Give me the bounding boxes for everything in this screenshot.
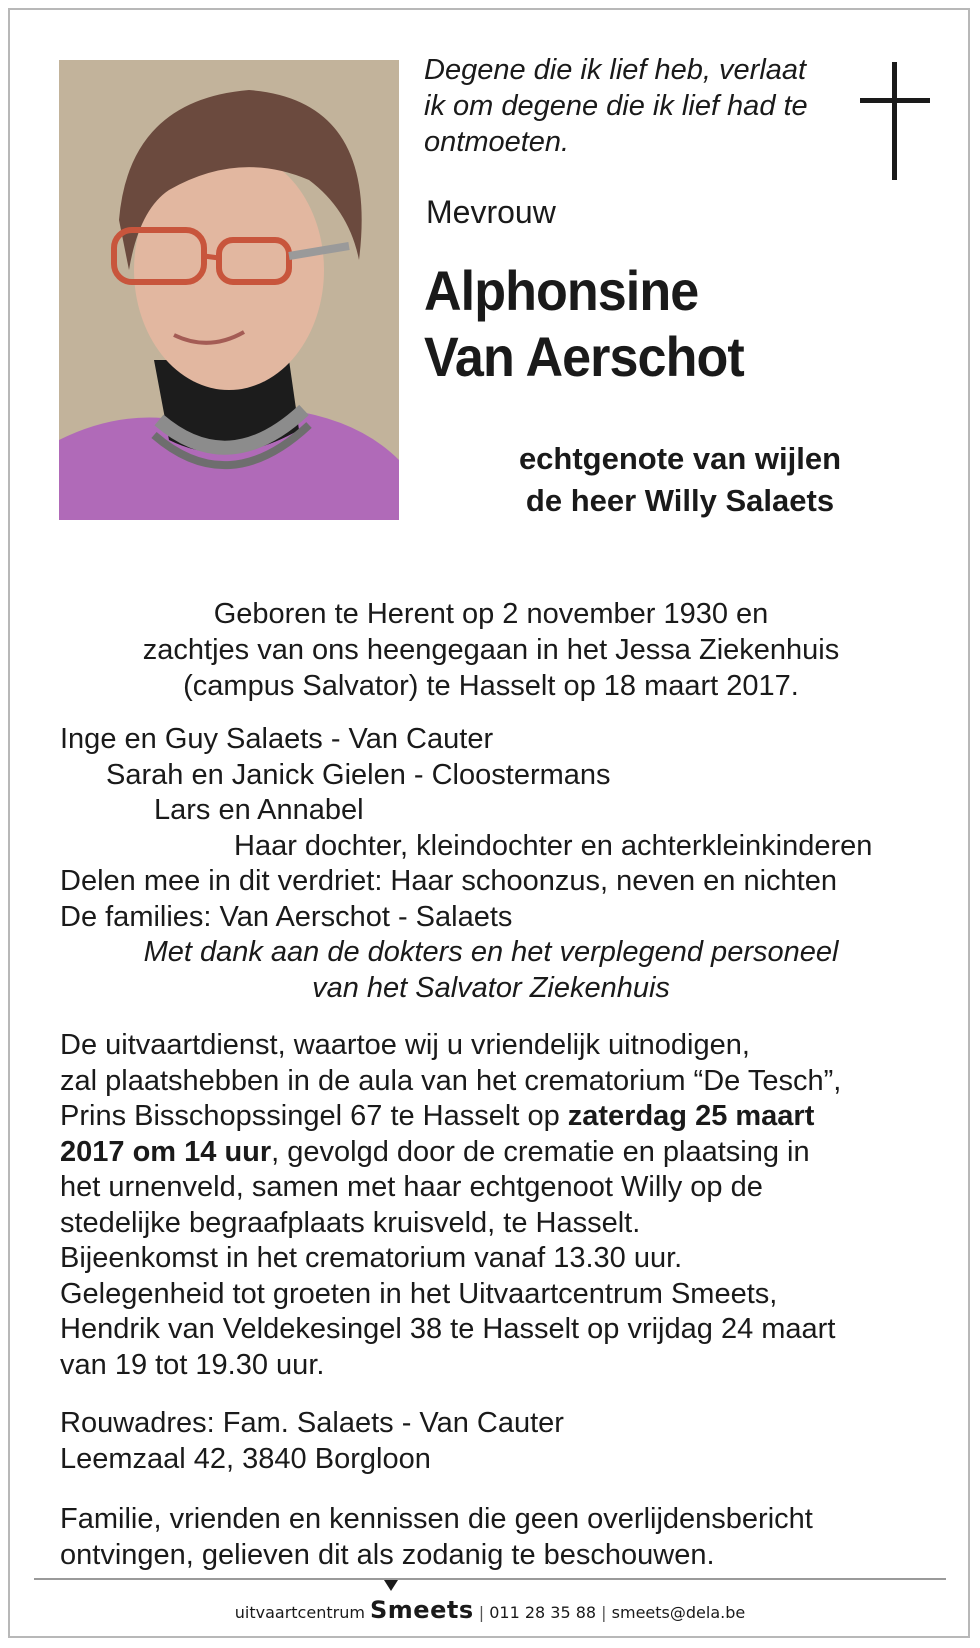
closing-note xyxy=(60,1502,940,1573)
motto-quote xyxy=(424,52,844,160)
mourning-address xyxy=(60,1406,940,1477)
footer-phone: 011 28 35 88 xyxy=(489,1603,597,1622)
family-line: Sarah en Janick Gielen - Cloostermans xyxy=(106,758,611,791)
funeral-home-footer xyxy=(0,1596,980,1624)
first-name: Alphonsine xyxy=(424,259,699,322)
closing-line: Familie, vrienden en kennissen die geen overlijdensbericht xyxy=(60,1503,813,1535)
footer-prefix: uitvaartcentrum xyxy=(234,1603,365,1622)
motto-line: ontmoeten. xyxy=(424,126,570,158)
spouse-line: de heer Willy Salaets xyxy=(525,483,835,518)
cross-icon xyxy=(860,62,930,187)
family-line: Lars en Annabel xyxy=(154,794,364,826)
family-list xyxy=(60,722,940,1006)
service-line xyxy=(60,1135,940,1171)
service-line: van 19 tot 19.30 uur. xyxy=(60,1348,325,1381)
motto-line: ik om degene die ik lief had te xyxy=(424,90,808,122)
service-line xyxy=(60,1099,940,1135)
portrait-photo xyxy=(59,60,399,520)
service-time: 2017 om 14 uur xyxy=(60,1135,272,1168)
birth-death-info xyxy=(60,596,922,704)
birth-line: zachtjes van ons heengegaan in het Jessa Ziekenhuis xyxy=(142,634,840,666)
family-line: De families: Van Aerschot - Salaets xyxy=(60,900,513,933)
last-name: Van Aerschot xyxy=(424,325,744,388)
address-line: Rouwadres: Fam. Salaets - Van Cauter xyxy=(60,1407,564,1439)
service-text: Prins Bisschopssingel 67 te Hasselt op xyxy=(60,1100,568,1132)
service-line: De uitvaartdienst, waartoe wij u vriendelijk uitnodigen, xyxy=(60,1029,750,1061)
footer-separator: | xyxy=(478,1603,485,1622)
triangle-down-icon xyxy=(384,1580,398,1591)
family-line: Haar dochter, kleindochter en achterkleinkinderen xyxy=(234,829,873,862)
footer-brand: Smeets xyxy=(370,1596,474,1624)
service-line: Gelegenheid tot groeten in het Uitvaartcentrum Smeets, xyxy=(60,1277,778,1310)
service-date: zaterdag 25 maart xyxy=(567,1100,815,1132)
thanks-line: van het Salvator Ziekenhuis xyxy=(312,971,670,1004)
footer-email: smeets@dela.be xyxy=(611,1603,746,1622)
spouse-info xyxy=(430,438,930,522)
funeral-service-info xyxy=(60,1028,940,1383)
thanks-line: Met dank aan de dokters en het verplegend personeel xyxy=(143,936,839,968)
service-line: het urnenveld, samen met haar echtgenoot Willy op de xyxy=(60,1171,763,1203)
service-line: Hendrik van Veldekesingel 38 te Hasselt op vrijdag 24 maart xyxy=(60,1313,836,1345)
service-line: zal plaatshebben in de aula van het crematorium “De Tesch”, xyxy=(60,1064,842,1097)
service-line: Bijeenkomst in het crematorium vanaf 13.30 uur. xyxy=(60,1242,683,1274)
birth-line: (campus Salvator) te Hasselt op 18 maart 2017. xyxy=(183,670,799,702)
motto-line: Degene die ik lief heb, verlaat xyxy=(424,54,807,86)
service-text: , gevolgd door de crematie en plaatsing in xyxy=(271,1135,810,1168)
family-line: Inge en Guy Salaets - Van Cauter xyxy=(60,723,494,755)
closing-line: ontvingen, gelieven dit als zodanig te beschouwen. xyxy=(60,1538,715,1571)
footer-divider xyxy=(34,1578,946,1580)
deceased-name xyxy=(424,258,744,390)
family-line: Delen mee in dit verdriet: Haar schoonzus, neven en nichten xyxy=(60,865,837,897)
spouse-line: echtgenote van wijlen xyxy=(518,441,842,476)
birth-line: Geboren te Herent op 2 november 1930 en xyxy=(213,598,769,630)
footer-separator: | xyxy=(601,1603,607,1622)
address-line: Leemzaal 42, 3840 Borgloon xyxy=(60,1442,431,1475)
salutation: Mevrouw xyxy=(426,194,556,230)
service-line: stedelijke begraafplaats kruisveld, te Hasselt. xyxy=(60,1206,641,1239)
